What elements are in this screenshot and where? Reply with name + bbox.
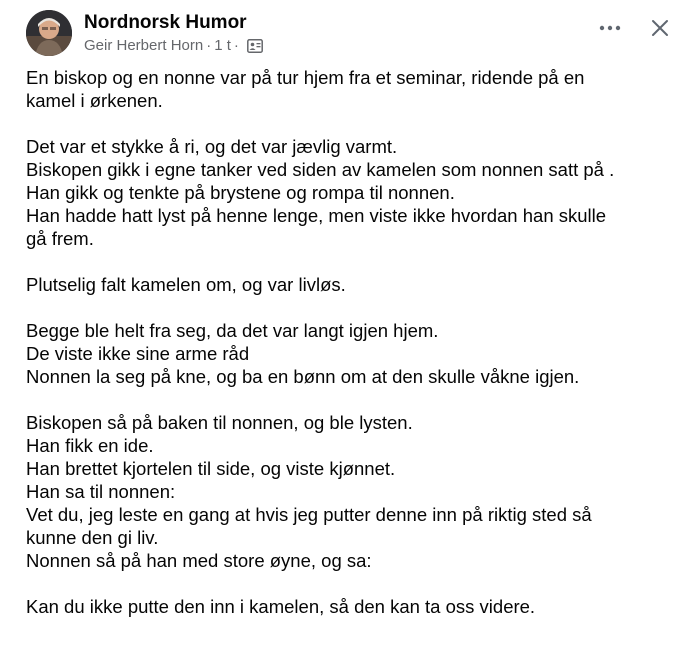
post-text-line: Biskopen gikk i egne tanker ved siden av kamelen som nonnen satt på . (26, 159, 615, 180)
post-text-line: gå frem. (26, 228, 94, 249)
group-avatar[interactable] (26, 10, 72, 56)
blank-line (26, 572, 686, 595)
author-name-link[interactable]: Geir Herbert Horn (84, 37, 204, 54)
post-text-line: Kan du ikke putte den inn i kamelen, så den kan ta oss videre. (26, 596, 536, 617)
post-text-line: Biskopen så på baken til nonnen, og ble lysten. (26, 412, 413, 433)
post-text-line: Han hadde hatt lyst på henne lenge, men viste ikke hvordan han skulle (26, 205, 607, 226)
post-text-line: Han fikk en ide. (26, 435, 154, 456)
meta-separator-2: · (233, 37, 239, 54)
post-text-line: Vet du, jeg leste en gang at hvis jeg putter denne inn på riktig sted så (26, 504, 592, 525)
post-text-line: Nonnen la seg på kne, og ba en bønn om at den skulle våkne igjen. (26, 366, 580, 387)
blank-line (26, 112, 686, 135)
post-timestamp[interactable]: 1 t (214, 37, 231, 54)
post-text-line: Nonnen så på han med store øyne, og sa: (26, 550, 372, 571)
blank-line (26, 296, 686, 319)
post-meta (84, 36, 263, 56)
post-text-line: De viste ikke sine arme råd (26, 343, 250, 364)
group-members-icon (247, 39, 263, 53)
avatar-photo-icon (26, 10, 72, 56)
group-name-link[interactable]: Nordnorsk Humor (84, 12, 247, 33)
meta-separator: · (206, 37, 212, 54)
post-text-line: Han brettet kjortelen til side, og viste kjønnet. (26, 458, 396, 479)
more-options-icon (598, 25, 622, 31)
post-text (26, 66, 686, 618)
post-text-line: Plutselig falt kamelen om, og var livløs. (26, 274, 346, 295)
post-text-line: kunne den gi liv. (26, 527, 159, 548)
post-text-line: Han gikk og tenkte på brystene og rompa til nonnen. (26, 182, 455, 203)
post-text-line: Han sa til nonnen: (26, 481, 176, 502)
blank-line (26, 388, 686, 411)
more-options-button[interactable] (590, 14, 630, 42)
close-button[interactable] (643, 12, 677, 44)
post-header (0, 0, 700, 60)
post-text-line: kamel i ørkenen. (26, 90, 163, 111)
blank-line (26, 250, 686, 273)
close-icon (651, 19, 669, 37)
post-text-line: Begge ble helt fra seg, da det var langt igjen hjem. (26, 320, 439, 341)
post-text-line: Det var et stykke å ri, og det var jævlig varmt. (26, 136, 398, 157)
post-text-line: En biskop og en nonne var på tur hjem fra et seminar, ridende på en (26, 67, 585, 88)
